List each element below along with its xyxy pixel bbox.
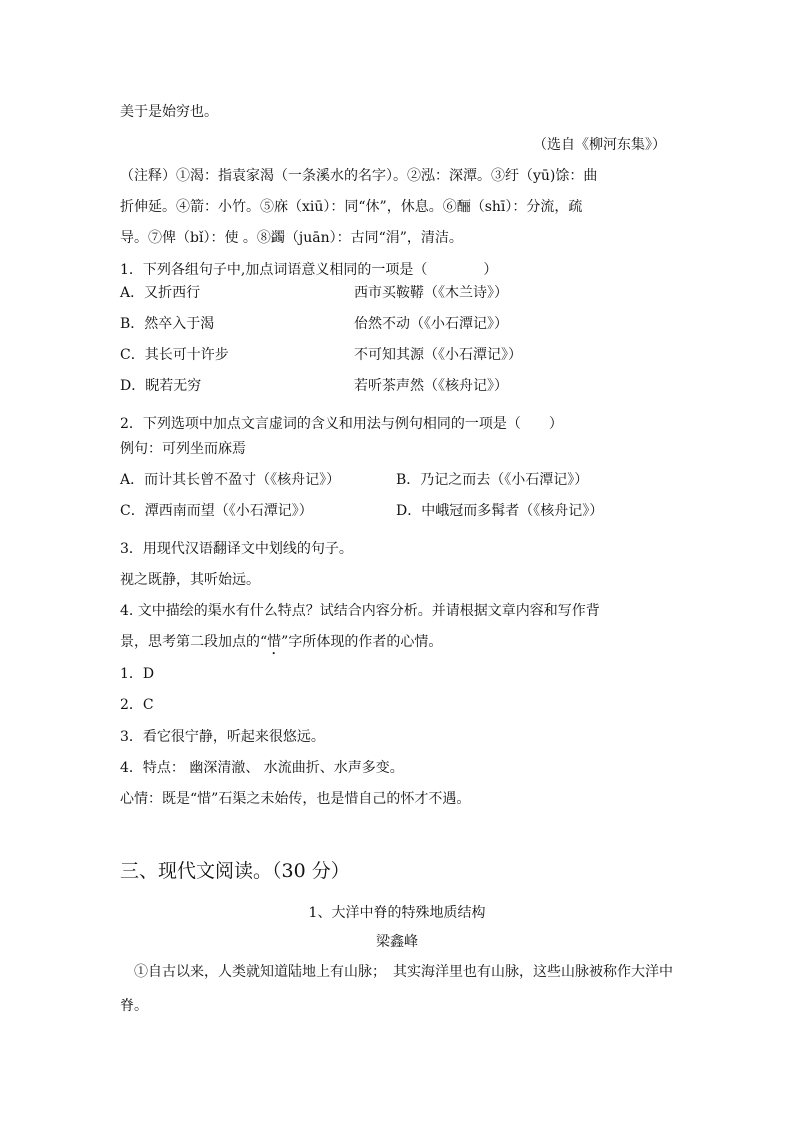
q1-option-a-right: 西市买鞍鞯（《木兰诗》） bbox=[354, 285, 508, 301]
q4-dotted-word: 惜 bbox=[267, 634, 282, 650]
q1-option-d-right: 若听茶声然（《核舟记》） bbox=[354, 378, 508, 394]
q4-stem-line-1: 4. 文中描绘的渠水有什么特点？试结合内容分析。并请根据文章内容和写作背 bbox=[120, 603, 600, 619]
q4-stem-pre: 景，思考第二段加点的“ bbox=[120, 634, 268, 650]
article-title: 1、大洋中脊的特殊地质结构 bbox=[308, 905, 486, 921]
q3-sentence: 视之既静，其听始远。 bbox=[120, 572, 260, 588]
q2-option-a: A．而计其长曾不盈寸（《核舟记》） bbox=[120, 472, 341, 488]
section-heading: 三、现代文阅读。（30 分） bbox=[120, 860, 350, 882]
answer-4: 4．特点： 幽深清澈、 水流曲折、水声多变。 bbox=[120, 760, 404, 776]
q1-stem: 1．下列各组句子中,加点词语意义相同的一项是（ ） bbox=[120, 262, 498, 278]
article-paragraph-1: ①自古以来，人类就知道陆地上有山脉； 其实海洋里也有山脉，这些山脉被称作大洋中脊。 bbox=[120, 964, 673, 1014]
article-author: 梁鑫峰 bbox=[376, 934, 418, 950]
q1-option-c-right: 不可知其源（《小石潭记》） bbox=[354, 347, 522, 363]
q1-option-d-left: D．睨若无穷 bbox=[120, 378, 202, 394]
q4-stem-line-2 bbox=[120, 632, 442, 658]
answer-mood: 心情：既是“惜”石渠之未始传，也是惜自己的怀才不遇。 bbox=[120, 791, 471, 807]
q1-option-a-left: A．又折西行 bbox=[120, 285, 201, 301]
q2-example: 例句：可列坐而庥焉 bbox=[120, 441, 246, 457]
q1-option-c-left: C．其长可十许步 bbox=[120, 347, 229, 363]
answer-1: 1．D bbox=[120, 666, 155, 682]
note-line-3: 导。⑦俾（bǐ）：使 。⑧蠲（juān）：古同“涓”，清洁。 bbox=[120, 230, 463, 246]
q2-stem: 2．下列选项中加点文言虚词的含义和用法与例句相同的一项是（ ） bbox=[120, 416, 563, 432]
answer-2: 2．C bbox=[120, 697, 154, 713]
q2-option-d: D．中峨冠而多髯者（《核舟记》） bbox=[396, 503, 604, 519]
q1-option-b-right: 佁然不动（《小石潭记》） bbox=[354, 316, 508, 332]
passage-closing-line: 美于是始穷也。 bbox=[120, 104, 218, 120]
note-line-2: 折伸延。④箭：小竹。⑤庥（xiū）：同“休”，休息。⑥酾（shī）：分流，疏 bbox=[120, 199, 583, 215]
q2-option-b: B．乃记之而去（《小石潭记》） bbox=[396, 472, 589, 488]
q1-option-b-left: B．然卒入于渴 bbox=[120, 316, 215, 332]
q4-stem-post: ”字所体现的作者的心情。 bbox=[281, 634, 443, 650]
q3-stem: 3．用现代汉语翻译文中划线的句子。 bbox=[120, 541, 353, 557]
q2-option-c: C．潭西南而望（《小石潭记》） bbox=[120, 503, 313, 519]
note-line-1: （注释）①渴：指袁家渴（一条溪水的名字）。②泓：深潭。③纡（yū)馀：曲 bbox=[120, 168, 598, 184]
answer-3: 3．看它很宁静，听起来很悠远。 bbox=[120, 729, 325, 745]
passage-source: （选自《柳河东集》） bbox=[533, 137, 666, 153]
